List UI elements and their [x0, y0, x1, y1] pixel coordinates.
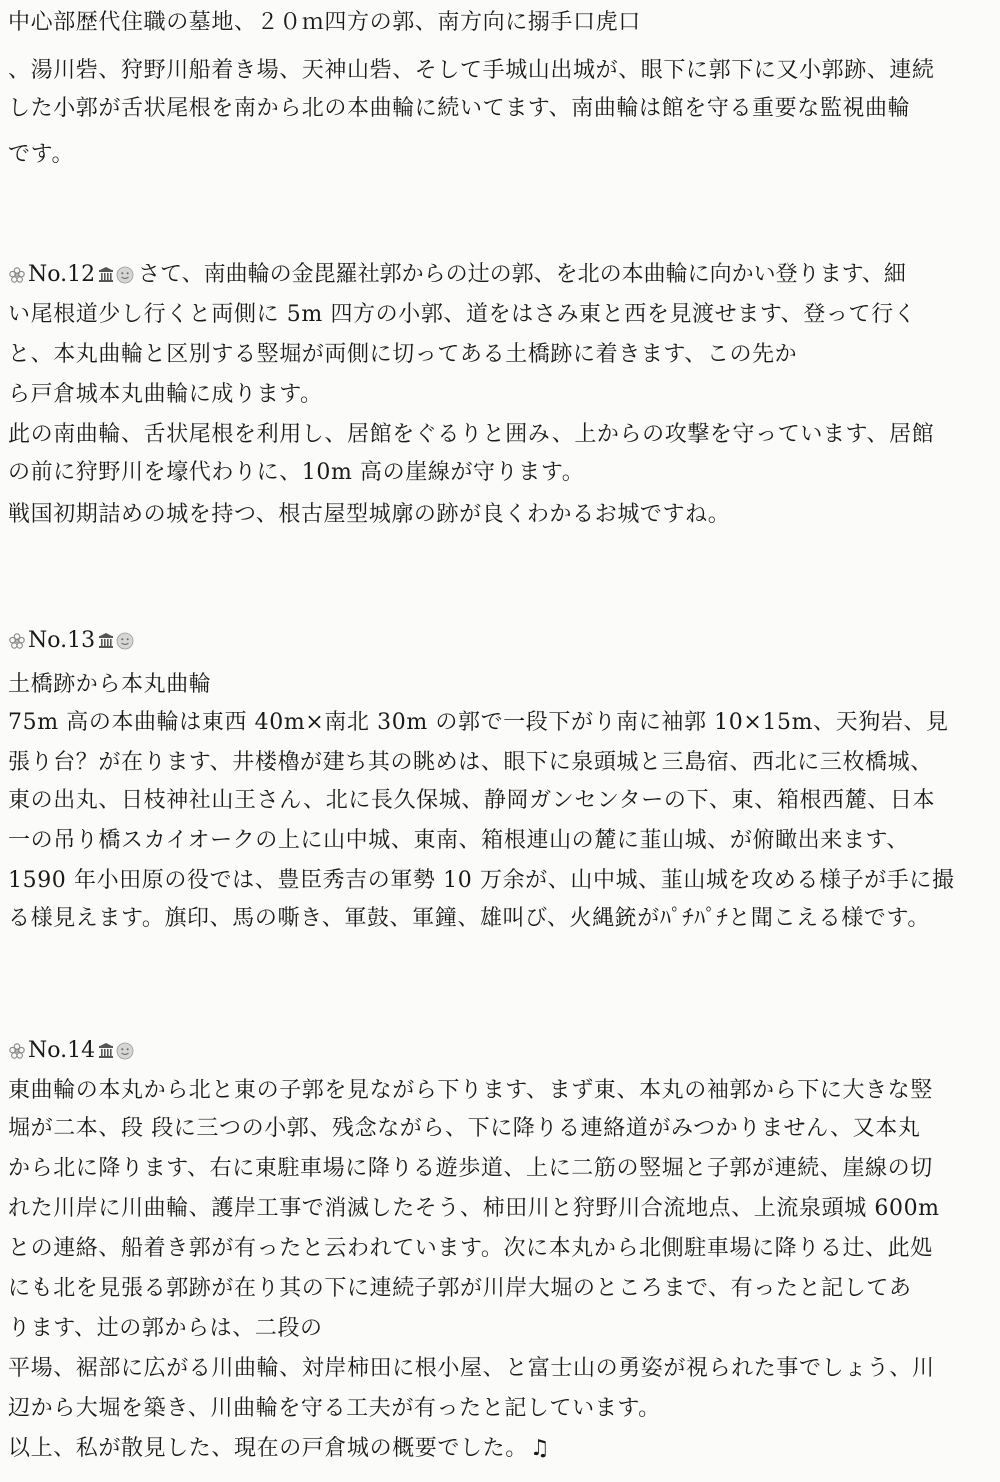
section-14-line-7: ります、辻の郭からは、二段の: [8, 1316, 323, 1341]
intro-line-1: 中心部歴代住職の墓地、２０ｍ四方の郭、南方向に搦手口虎口: [8, 10, 641, 35]
section-14-line-8: 平場、裾部に広がる川曲輪、対岸柿田に根小屋、と富士山の勇姿が視られた事でしょう、川: [8, 1356, 935, 1381]
flower-icon: [8, 632, 26, 650]
castle-icon: [98, 1043, 114, 1059]
section-13-line-3: 張り台？が在ります、井楼櫓が建ち其の眺めは、眼下に泉頭城と三島宿、西北に三枚橋城、: [8, 750, 933, 775]
section-13-line-1: 土橋跡から本丸曲輪: [8, 672, 212, 697]
section-14-line-9: 辺から大堀を築き、川曲輪を守る工夫が有ったと記しています。: [8, 1396, 661, 1421]
intro-line-4: です。: [8, 142, 75, 167]
section-13-line-6: 1590 年小田原の役では、豊臣秀吉の軍勢 10 万余が、山中城、韮山城を攻める様子が手に撮: [8, 868, 955, 893]
section-12-line-6: の前に狩野川を壕代わりに、10m 高の崖線が守ります。: [8, 460, 585, 485]
section-14-line-1: 東曲輪の本丸から北と東の子郭を見ながら下ります、まず東、本丸の袖郭から下に大きな竪: [8, 1078, 933, 1103]
section-12-line-2: い尾根道少し行くと両側に 5m 四方の小郭、道をはさみ東と西を見渡せます、登って行く: [8, 302, 917, 327]
castle-icon: [98, 267, 114, 283]
section-12-line-3: と、本丸曲輪と区別する竪堀が両側に切ってある土橋跡に着きます、この先か: [8, 342, 798, 367]
section-14-line-6: にも北を見張る郭跡が在り其の下に連続子郭が川岸大堀のところまで、有ったと記してあ: [8, 1276, 912, 1301]
section-number: No.14: [28, 1038, 96, 1063]
section-13-line-5: 一の吊り橋スカイオークの上に山中城、東南、箱根連山の麓に韮山城、が俯瞰出来ます、: [8, 828, 909, 853]
music-note-icon: ♫: [529, 1436, 551, 1461]
smile-icon: [116, 1042, 134, 1060]
intro-line-2: 、湯川砦、狩野川船着き場、天神山砦、そして手城山出城が、眼下に郭下に又小郭跡、連続: [8, 58, 935, 83]
section-14-line-3: から北に降ります、右に東駐車場に降りる遊歩道、上に二筋の竪堀と子郭が連続、崖線の切: [8, 1156, 933, 1181]
intro-line-3: した小郭が舌状尾根を南から北の本曲輪に続いてます、南曲輪は館を守る重要な監視曲輪: [8, 96, 911, 121]
section-number: No.12: [28, 262, 96, 287]
section-13-line-7: る様見えます。旗印、馬の嘶き、軍鼓、軍鐘、雄叫び、火縄銃がﾊﾟﾁﾊﾟﾁと聞こえる様です。: [8, 906, 930, 931]
section-12-line-5: 此の南曲輪、舌状尾根を利用し、居館をぐるりと囲み、上からの攻撃を守っています、居館: [8, 422, 935, 447]
smile-icon: [116, 266, 134, 284]
section-14-closing-text: 以上、私が散見した、現在の戸倉城の概要でした。: [8, 1436, 528, 1461]
section-14-line-4: れた川岸に川曲輪、護岸工事で消滅したそう、柿田川と狩野川合流地点、上流泉頭城 600m: [8, 1196, 940, 1221]
castle-icon: [98, 633, 114, 649]
flower-icon: [8, 266, 26, 284]
section-12-line-1: さて、南曲輪の金毘羅社郭からの辻の郭、を北の本曲輪に向かい登ります、細: [138, 262, 906, 287]
section-12-heading: [8, 260, 906, 290]
section-13-line-4: 東の出丸、日枝神社山王さん、北に長久保城、静岡ガンセンターの下、東、箱根西麓、日本: [8, 788, 936, 813]
smile-icon: [116, 632, 134, 650]
section-14-heading: [8, 1036, 138, 1066]
section-14-line-10: [8, 1434, 550, 1464]
section-12-line-7: 戦国初期詰めの城を持つ、根古屋型城廓の跡が良くわかるお城ですね。: [8, 502, 731, 527]
section-12-line-4: ら戸倉城本丸曲輪に成ります。: [8, 382, 323, 407]
flower-icon: [8, 1042, 26, 1060]
section-13-line-2: 75m 高の本曲輪は東西 40m×南北 30m の郭で一段下がり南に袖郭 10×15m、天狗岩、見: [8, 710, 949, 735]
section-13-heading: [8, 626, 138, 656]
section-number: No.13: [28, 628, 96, 653]
section-14-line-5: との連絡、船着き郭が有ったと云われています。次に本丸から北側駐車場に降りる辻、此処: [8, 1236, 933, 1261]
section-14-line-2: 堀が二本、段 段に三つの小郭、残念ながら、下に降りる連絡道がみつかりません、又本丸: [8, 1116, 921, 1141]
